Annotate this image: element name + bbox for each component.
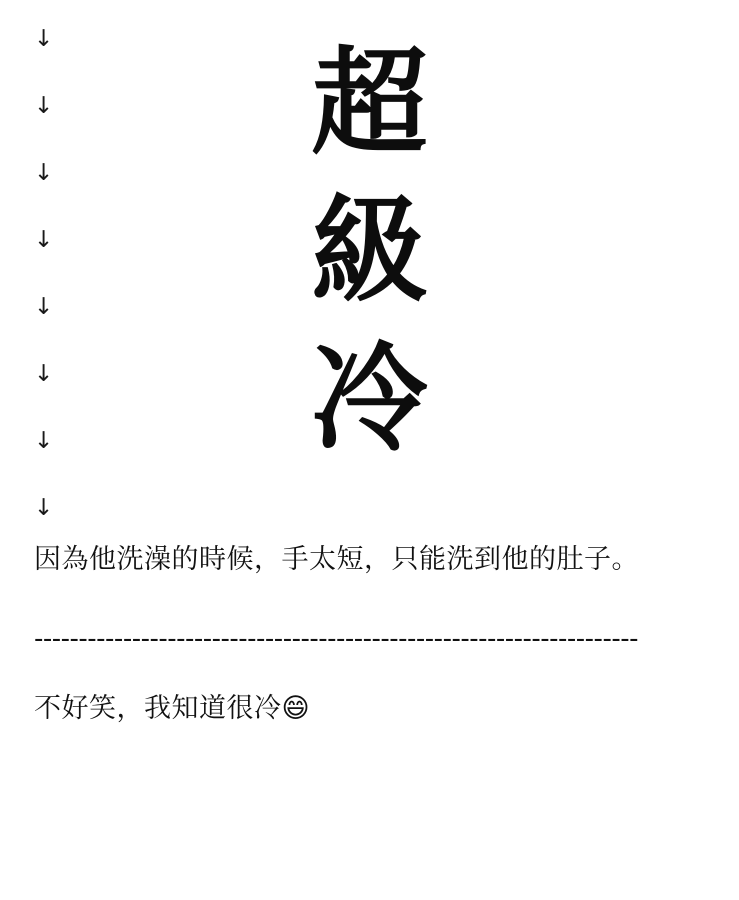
punchline-text: 因為他洗澡的時候，手太短，只能洗到他的肚子。 <box>34 544 639 575</box>
down-arrow-icon: ↓ <box>34 294 54 320</box>
down-arrow-icon: ↓ <box>34 495 54 521</box>
down-arrow-icon: ↓ <box>34 361 54 387</box>
down-arrow-icon: ↓ <box>34 428 54 454</box>
headline-char-1: 超 <box>311 36 428 171</box>
dashed-divider: -------------------------------------------------------------------- <box>34 624 638 654</box>
headline-char-2: 級 <box>311 184 428 319</box>
closing-line <box>34 688 711 730</box>
down-arrow-icon: ↓ <box>34 227 54 253</box>
down-arrow-icon: ↓ <box>34 93 54 119</box>
down-arrow-icon: ↓ <box>34 26 54 52</box>
down-arrow-icon: ↓ <box>34 160 54 186</box>
body-block <box>34 538 711 730</box>
closing-text: 不好笑，我知道很冷 <box>34 693 282 724</box>
headline-vertical-text <box>0 30 739 474</box>
grinning-face-emoji: 😄 <box>281 693 311 724</box>
headline-char-3: 冷 <box>311 332 428 467</box>
